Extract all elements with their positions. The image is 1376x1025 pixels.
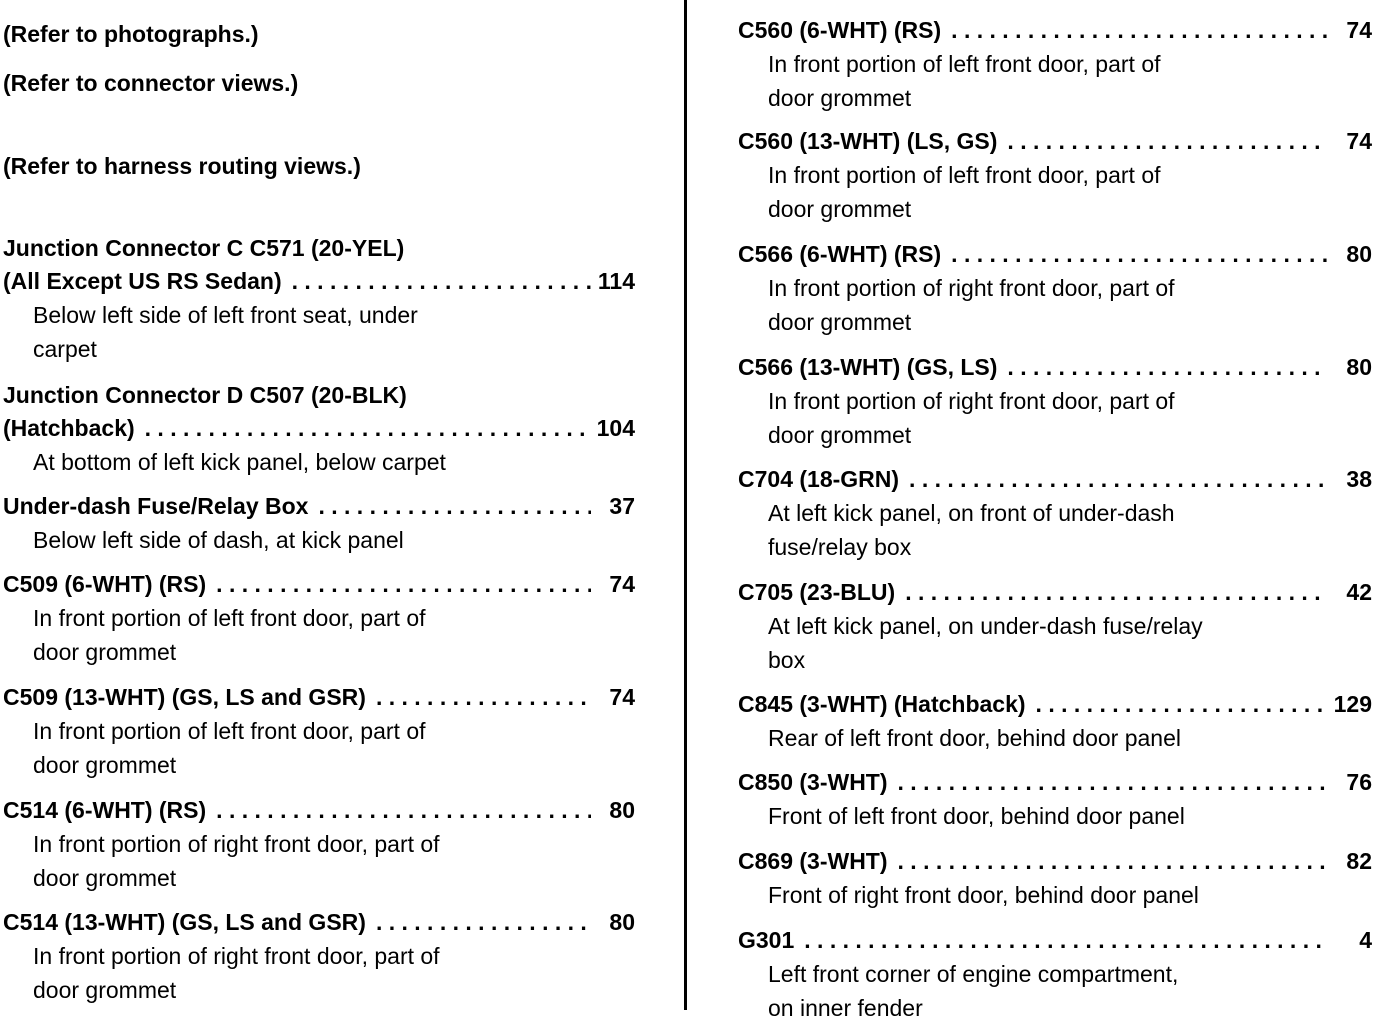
entry-description-line: door grommet [768, 309, 912, 335]
entry-description [738, 496, 1328, 564]
index-entry [3, 232, 635, 366]
entry-heading [3, 265, 635, 298]
entry-description [738, 957, 1328, 1025]
index-entry [738, 351, 1372, 452]
entry-title-line: C509 (13-WHT) (GS, LS and GSR) [3, 684, 366, 710]
entry-description-line: door grommet [33, 865, 177, 891]
index-entry [738, 463, 1372, 564]
entry-description-line: door grommet [768, 85, 912, 111]
entry-description [738, 878, 1328, 912]
index-entry [3, 490, 635, 557]
entry-heading [3, 681, 635, 714]
leader-dots [905, 576, 1328, 609]
index-entry [738, 576, 1372, 677]
entry-heading [3, 412, 635, 445]
leader-dots [951, 14, 1328, 47]
entry-page-number: 80 [609, 797, 635, 823]
index-entry [3, 794, 635, 895]
entry-page-number: 74 [1346, 17, 1372, 43]
entry-description [3, 827, 553, 895]
entry-page-number: 80 [609, 909, 635, 935]
index-entry [3, 379, 635, 479]
entry-heading [738, 576, 1372, 609]
entry-description-line: door grommet [768, 196, 912, 222]
index-entry [738, 688, 1372, 755]
entry-title-line: (All Except US RS Sedan) [3, 268, 282, 294]
leader-dots [292, 265, 591, 298]
entry-title-line: C514 (13-WHT) (GS, LS and GSR) [3, 909, 366, 935]
entry-heading [3, 232, 635, 265]
entry-page-number: 80 [1346, 354, 1372, 380]
entry-heading [3, 490, 635, 523]
note-photographs: (Refer to photographs.) [3, 21, 259, 47]
entry-description [738, 384, 1328, 452]
entry-description-line: Below left side of dash, at kick panel [33, 527, 404, 553]
entry-description [738, 158, 1328, 226]
entry-page-number: 37 [609, 493, 635, 519]
index-entry [738, 924, 1372, 1025]
entry-description [3, 601, 553, 669]
entry-page-number: 82 [1346, 848, 1372, 874]
entry-heading [738, 351, 1372, 384]
index-entry [738, 845, 1372, 912]
entry-page-number: 74 [1346, 128, 1372, 154]
entry-description-line: Front of right front door, behind door panel [768, 882, 1199, 908]
entry-description-line: At left kick panel, on front of under-dash [768, 500, 1175, 526]
entry-title-line: C560 (6-WHT) (RS) [738, 17, 942, 43]
entry-description [3, 523, 553, 557]
index-entry [738, 125, 1372, 226]
index-entry [738, 766, 1372, 833]
leader-dots [1007, 125, 1328, 158]
index-entry [3, 568, 635, 669]
entry-description-line: In front portion of right front door, part of [33, 831, 440, 857]
entry-description [3, 445, 553, 479]
entry-title-line: C566 (6-WHT) (RS) [738, 241, 942, 267]
entry-page-number: 74 [609, 684, 635, 710]
entry-description [3, 298, 553, 366]
entry-title-line: Junction Connector D C507 (20-BLK) [3, 382, 407, 408]
entry-description-line: box [768, 647, 806, 673]
entry-title-line: C704 (18-GRN) [738, 466, 900, 492]
entry-title-line: C560 (13-WHT) (LS, GS) [738, 128, 998, 154]
entry-page-number: 42 [1346, 579, 1372, 605]
leader-dots [216, 794, 591, 827]
entry-title-line: (Hatchback) [3, 415, 135, 441]
entry-page-number: 4 [1359, 927, 1372, 953]
entry-heading [738, 766, 1372, 799]
leader-dots [145, 412, 591, 445]
leader-dots [1036, 688, 1328, 721]
entry-description-line: door grommet [768, 422, 912, 448]
entry-description-line: At bottom of left kick panel, below carpet [33, 449, 446, 475]
entry-description-line: At left kick panel, on under-dash fuse/relay [768, 613, 1203, 639]
leader-dots [1007, 351, 1328, 384]
entry-title-line: G301 [738, 927, 795, 953]
entry-description [738, 799, 1328, 833]
entry-description-line: In front portion of left front door, part of [33, 605, 426, 631]
index-entry [3, 681, 635, 782]
entry-title-line: Junction Connector C C571 (20-YEL) [3, 235, 405, 261]
leader-dots [951, 238, 1328, 271]
leader-dots [898, 845, 1328, 878]
entry-description-line: In front portion of right front door, part of [33, 943, 440, 969]
entry-heading [3, 568, 635, 601]
column-divider [684, 0, 687, 1010]
entry-title-line: Under-dash Fuse/Relay Box [3, 493, 309, 519]
entry-description [3, 714, 553, 782]
index-entry [3, 906, 635, 1007]
entry-page-number: 38 [1346, 466, 1372, 492]
entry-description [738, 609, 1328, 677]
entry-description [3, 939, 553, 1007]
entry-description-line: fuse/relay box [768, 534, 912, 560]
entry-description-line: Left front corner of engine compartment, [768, 961, 1179, 987]
note-connector-views: (Refer to connector views.) [3, 70, 299, 96]
leader-dots [318, 490, 591, 523]
entry-page-number: 80 [1346, 241, 1372, 267]
entry-description-line: In front portion of left front door, part of [33, 718, 426, 744]
note-harness-routing: (Refer to harness routing views.) [3, 153, 361, 179]
entry-title-line: C705 (23-BLU) [738, 579, 896, 605]
entry-heading [3, 906, 635, 939]
entry-title-line: C514 (6-WHT) (RS) [3, 797, 207, 823]
entry-description-line: carpet [33, 336, 97, 362]
entry-description-line: door grommet [33, 752, 177, 778]
entry-page-number: 76 [1346, 769, 1372, 795]
entry-description [738, 47, 1328, 115]
entry-heading [738, 14, 1372, 47]
entry-heading [738, 845, 1372, 878]
entry-heading [738, 924, 1372, 957]
leader-dots [376, 681, 591, 714]
entry-description-line: In front portion of right front door, part of [768, 388, 1175, 414]
entry-title-line: C509 (6-WHT) (RS) [3, 571, 207, 597]
entry-page-number: 74 [609, 571, 635, 597]
entry-page-number: 129 [1333, 691, 1372, 717]
entry-description-line: door grommet [33, 977, 177, 1003]
entry-heading [738, 688, 1372, 721]
entry-description [738, 721, 1328, 755]
entry-title-line: C845 (3-WHT) (Hatchback) [738, 691, 1026, 717]
entry-title-line: C850 (3-WHT) [738, 769, 888, 795]
leader-dots [376, 906, 591, 939]
entry-page-number: 114 [597, 268, 635, 294]
entry-heading [3, 379, 635, 412]
entry-title-line: C869 (3-WHT) [738, 848, 888, 874]
entry-title-line: C566 (13-WHT) (GS, LS) [738, 354, 998, 380]
entry-description-line: In front portion of left front door, part of [768, 51, 1161, 77]
leader-dots [804, 924, 1328, 957]
entry-heading [738, 238, 1372, 271]
entry-description [738, 271, 1328, 339]
entry-page-number: 104 [596, 415, 635, 441]
entry-description-line: Rear of left front door, behind door panel [768, 725, 1182, 751]
index-entry [738, 238, 1372, 339]
entry-heading [738, 125, 1372, 158]
entry-description-line: on inner fender [768, 995, 923, 1021]
entry-description-line: door grommet [33, 639, 177, 665]
entry-description-line: Below left side of left front seat, under [33, 302, 418, 328]
index-entry [738, 14, 1372, 115]
entry-description-line: In front portion of left front door, part of [768, 162, 1161, 188]
leader-dots [909, 463, 1328, 496]
leader-dots [898, 766, 1328, 799]
leader-dots [216, 568, 591, 601]
entry-description-line: Front of left front door, behind door panel [768, 803, 1185, 829]
entry-description-line: In front portion of right front door, part of [768, 275, 1175, 301]
entry-heading [738, 463, 1372, 496]
entry-heading [3, 794, 635, 827]
